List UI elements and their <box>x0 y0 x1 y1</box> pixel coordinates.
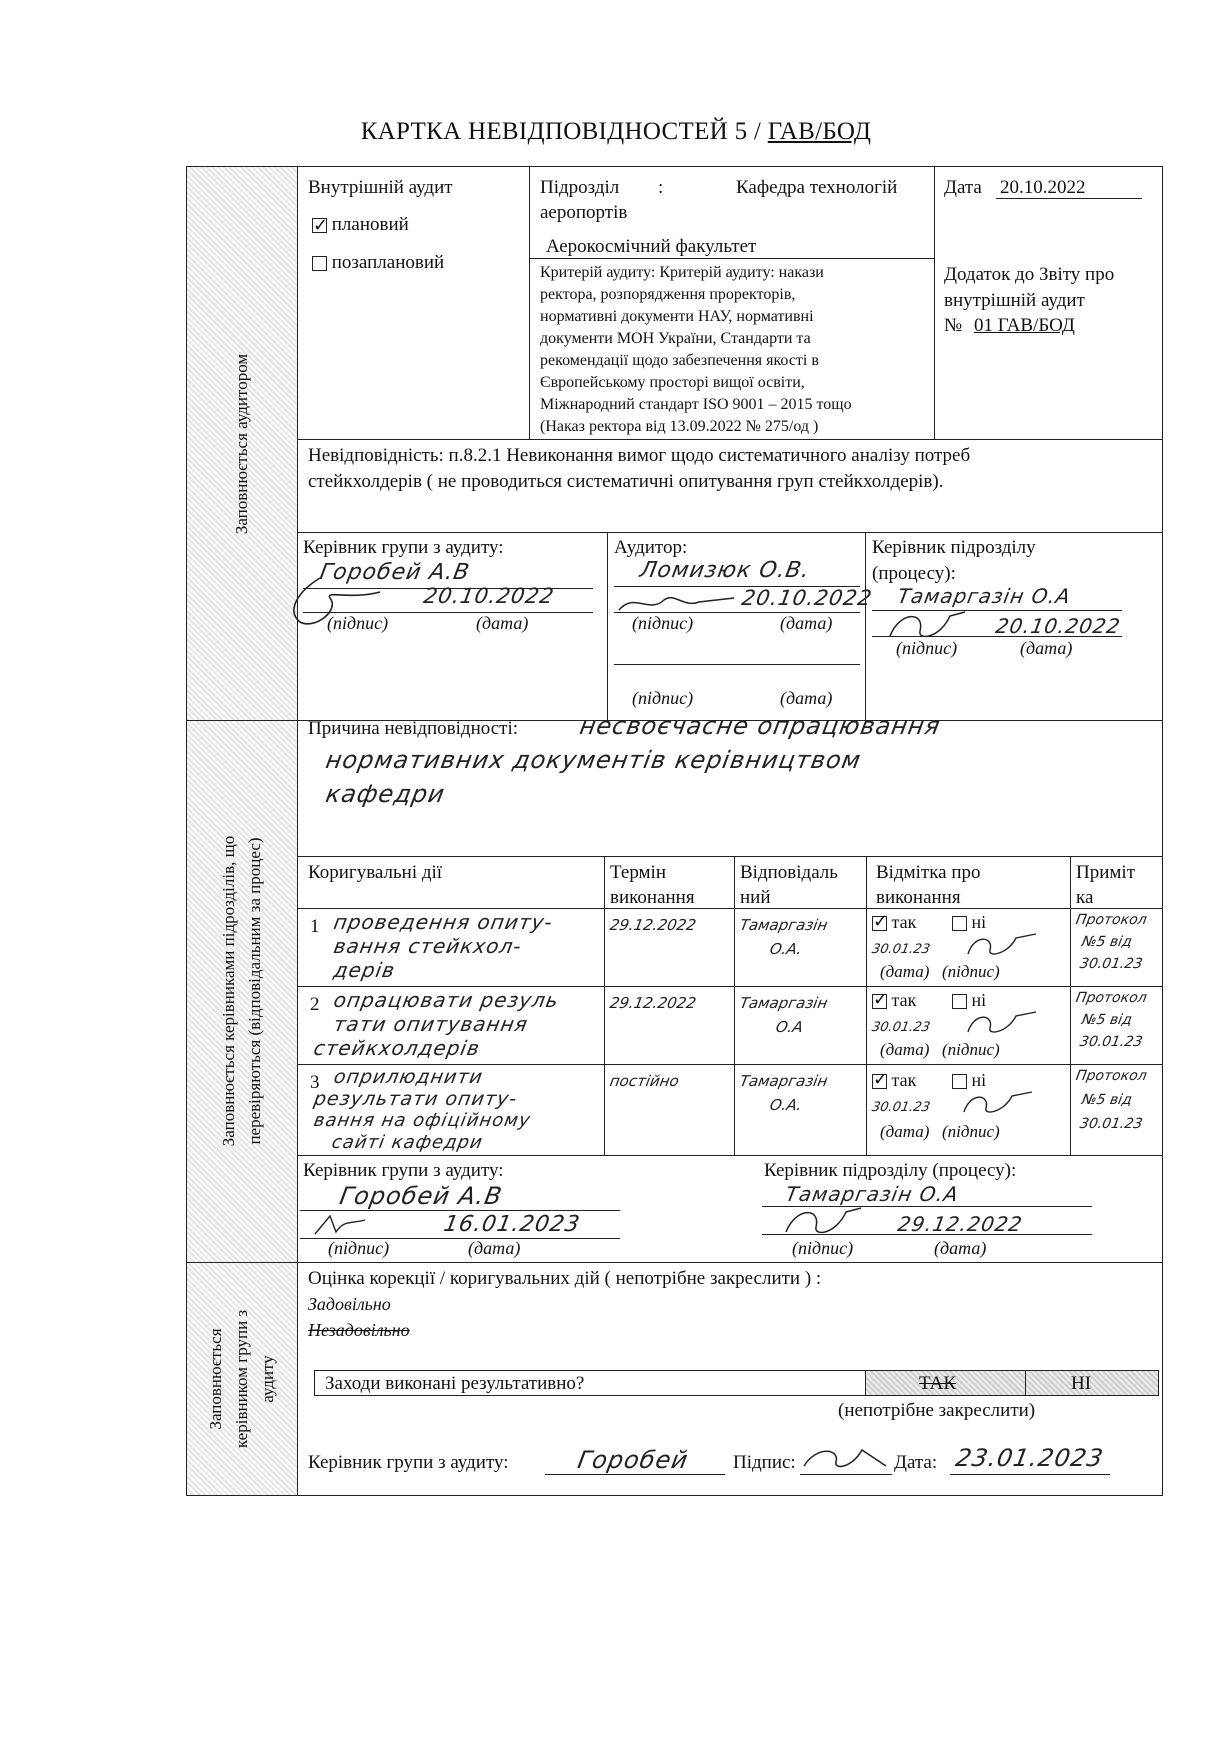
date-caption: (дата) <box>780 688 833 708</box>
date-caption: (дата) <box>468 1238 521 1258</box>
nonconformity-line2: стейкхолдерів ( не проводиться систематичні опитування груп стейкхолдерів). <box>308 471 944 492</box>
sig2-lead-name: Горобей А.В <box>337 1182 505 1210</box>
yes-checkbox[interactable] <box>872 1074 887 1089</box>
unit-separator: : <box>658 177 664 198</box>
head-signature-icon <box>776 1202 866 1242</box>
sig1-lead-name: Горобей А.В <box>317 560 472 585</box>
date-label: Дата <box>944 177 982 198</box>
planned-option[interactable]: ✓ плановий <box>312 212 409 237</box>
page-title: КАРТКА НЕВІДПОВІДНОСТЕЙ 5 / ГАВ/БОД <box>360 118 872 145</box>
date-value: 20.10.2022 <box>1000 177 1086 198</box>
criteria-line: ректора, розпорядження проректорів, <box>540 286 796 303</box>
effective-question: Заходи виконані результативно? <box>325 1373 585 1394</box>
sig1-head-label2: (процесу): <box>872 563 956 584</box>
criteria-line: нормативні документи НАУ, нормативні <box>540 308 814 325</box>
cause-hw-line1: несвоєчасне опрацювання <box>577 712 943 740</box>
col-term: Термін <box>610 862 666 883</box>
sig1-auditor-date: 20.10.2022 <box>739 586 875 610</box>
sig1-head-date: 20.10.2022 <box>993 614 1123 638</box>
col-mark: Відмітка про <box>876 862 981 883</box>
evaluation-label: Оцінка корекції / коригувальних дій ( непотрібне закреслити ) : <box>308 1268 822 1289</box>
final-signature-icon <box>800 1440 890 1474</box>
sign-caption: (підпис) <box>328 1238 390 1258</box>
sig2-lead-date: 16.01.2023 <box>441 1212 583 1237</box>
sign-caption: (підпис) <box>632 613 694 633</box>
sig1-auditor-name: Ломизюк О.В. <box>637 558 813 583</box>
criteria-line: Міжнародний стандарт ISO 9001 – 2015 тощо <box>540 396 852 413</box>
date-caption: (дата) <box>780 613 833 633</box>
sig2-head-name: Тамаргазін О.А <box>783 1182 961 1206</box>
date-label-final: Дата: <box>894 1452 938 1473</box>
unsatisfactory: Незадовільно <box>308 1320 410 1340</box>
sign-label: Підпис: <box>733 1452 796 1473</box>
sig2-lead-label: Керівник групи з аудиту: <box>303 1160 504 1181</box>
criteria-line: Критерій аудиту: Критерій аудиту: накази <box>540 264 824 281</box>
unplanned-option[interactable]: позаплановий <box>312 250 444 275</box>
no-option[interactable]: ні <box>952 1070 986 1091</box>
sign-caption: (підпис) <box>632 688 694 708</box>
unplanned-checkbox[interactable] <box>312 256 327 271</box>
criteria-line: (Наказ ректора від 13.09.2022 № 275/од ) <box>540 418 819 435</box>
effective-no: НІ <box>1071 1373 1092 1394</box>
no-option[interactable]: ні <box>952 912 986 933</box>
col-responsible: Відповідаль <box>740 862 838 883</box>
sig1-lead-label: Керівник групи з аудиту: <box>303 537 504 558</box>
sig1-lead-date: 20.10.2022 <box>421 584 557 608</box>
final-date: 23.01.2023 <box>953 1444 1106 1472</box>
strike-note: (непотрібне закреслити) <box>838 1400 1036 1421</box>
criteria-line: Європейському просторі вищої освіти, <box>540 374 805 391</box>
cause-hw-line2: нормативних документів керівництвом <box>323 746 864 774</box>
final-lead-signature: Горобей <box>575 1446 691 1474</box>
col-mark-2: виконання <box>876 887 961 908</box>
col-actions: Коригувальні дії <box>308 862 443 883</box>
effective-row <box>314 1370 1159 1396</box>
cause-hw-line3: кафедри <box>323 780 448 808</box>
sig1-head-label: Керівник підрозділу <box>872 537 1036 558</box>
band-department: Заповнюється керівниками підрозділів, що перевіряються (відповідальним за процес) <box>187 720 298 1262</box>
annex-no-label: № <box>944 315 963 336</box>
planned-checkbox[interactable] <box>312 218 327 233</box>
annex-line2: внутрішній аудит <box>944 290 1085 311</box>
unit-value-2: аеропортів <box>540 202 628 223</box>
sig1-head-name: Тамаргазін О.А <box>895 584 1073 608</box>
date-caption: (дата) <box>476 613 529 633</box>
yes-checkbox[interactable] <box>872 916 887 931</box>
criteria-line: рекомендації щодо забезпечення якості в <box>540 352 819 369</box>
unit-value: Кафедра технологій <box>736 177 898 198</box>
sig2-head-label: Керівник підрозділу (процесу): <box>764 1160 1017 1181</box>
col-note: Приміт <box>1076 862 1135 883</box>
nonconformity-line1: Невідповідність: п.8.2.1 Невиконання вимог щодо систематичного аналізу потреб <box>308 445 971 466</box>
final-lead-label: Керівник групи з аудиту: <box>308 1452 509 1473</box>
sig1-auditor-label: Аудитор: <box>614 537 688 558</box>
audit-type-label: Внутрішній аудит <box>308 177 453 198</box>
criteria-line: документи МОН України, Стандарти та <box>540 330 811 347</box>
signature-icon <box>956 1088 1036 1118</box>
col-term-2: виконання <box>610 887 695 908</box>
annex-line1: Додаток до Звіту про <box>944 264 1115 285</box>
yes-checkbox[interactable] <box>872 994 887 1009</box>
satisfactory: Задовільно <box>308 1294 391 1314</box>
faculty: Аерокосмічний факультет <box>546 236 757 257</box>
cause-label: Причина невідповідності: <box>308 718 519 739</box>
col-responsible-2: ний <box>740 887 771 908</box>
date-caption: (дата) <box>1020 638 1073 658</box>
lead-signature-icon <box>310 1210 370 1240</box>
band-auditor: Заповнюється аудитором <box>187 167 298 720</box>
effective-yes: ТАК <box>919 1373 957 1394</box>
no-option[interactable]: ні <box>952 990 986 1011</box>
annex-no-value: 01 ГАВ/БОД <box>974 315 1075 336</box>
unit-label: Підрозділ <box>540 177 620 198</box>
yes-option[interactable]: ✓ так <box>872 990 916 1011</box>
sig2-head-date: 29.12.2022 <box>895 1212 1025 1236</box>
signature-icon <box>960 1008 1040 1038</box>
band-lead: Заповнюється керівником групи з аудиту <box>187 1262 298 1495</box>
sign-caption: (підпис) <box>896 638 958 658</box>
yes-option[interactable]: ✓ так <box>872 912 916 933</box>
col-note-2: ка <box>1076 887 1094 908</box>
yes-option[interactable]: ✓ так <box>872 1070 916 1091</box>
sign-caption: (підпис) <box>792 1238 854 1258</box>
signature-icon <box>960 930 1040 960</box>
sign-caption: (підпис) <box>327 613 389 633</box>
date-caption: (дата) <box>934 1238 987 1258</box>
